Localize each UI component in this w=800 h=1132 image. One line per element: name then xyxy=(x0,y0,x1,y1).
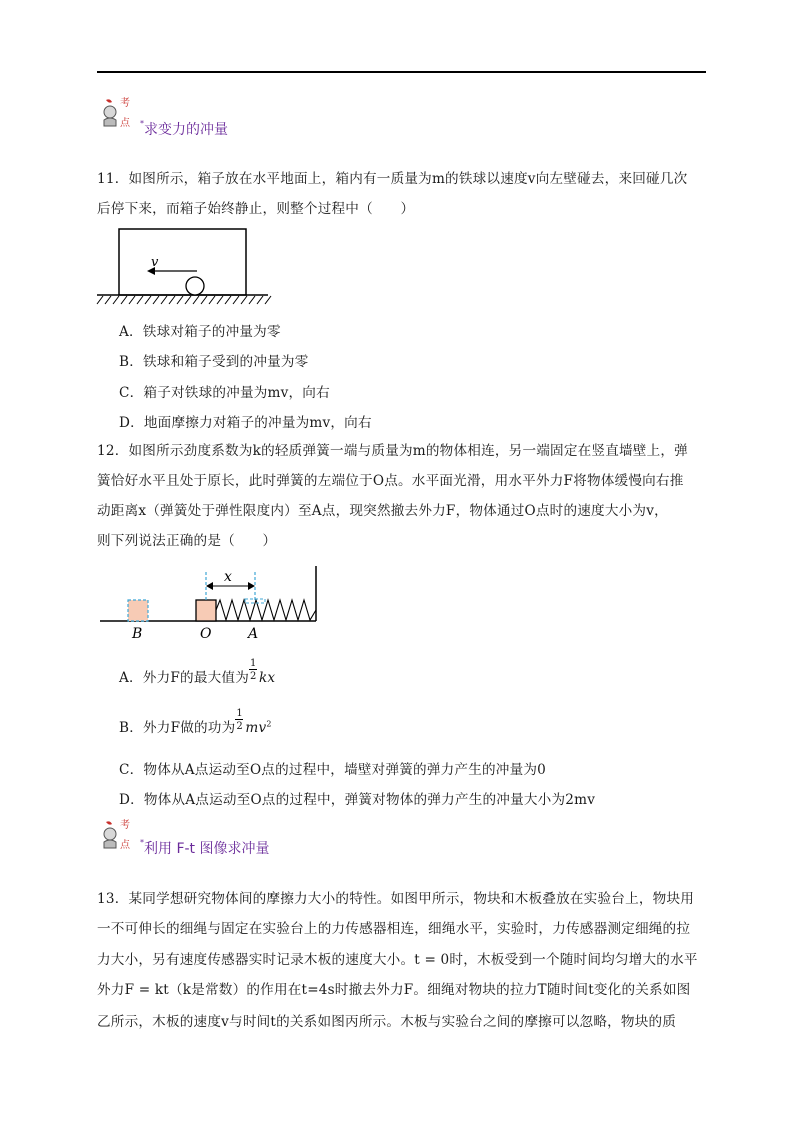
section-title: *求变力的冲量 xyxy=(140,119,228,138)
badge-bottom-char: 点 xyxy=(120,118,130,129)
q12-line4: 则下列说法正确的是（ ） xyxy=(97,533,277,549)
q12-option-a: A．外力F的最大值为 $\frac{1}{2}$ kx xyxy=(119,658,276,686)
q11-option-b: B．铁球和箱子受到的冲量为零 xyxy=(119,354,309,370)
label-b: B xyxy=(132,626,143,642)
exam-point-badge-icon xyxy=(98,818,134,858)
q11-line1: 11．如图所示，箱子放在水平地面上，箱内有一质量为m的铁球以速度v向左壁碰去，来回碰几次 xyxy=(97,171,688,187)
q12-line2: 簧恰好水平且处于原长，此时弹簧的左端位于O点。水平面光滑，用水平外力F将物体缓慢向右推 xyxy=(97,473,684,489)
q12-option-b: B．外力F做的功为 $\frac{1}{2}$ $mv^2$ xyxy=(119,708,272,736)
section-title: *利用 F-t 图像求冲量 xyxy=(140,838,270,857)
q12-option-c: C．物体从A点运动至O点的过程中，墙壁对弹簧的弹力产生的冲量为0 xyxy=(119,762,547,778)
exam-point-badge-icon xyxy=(98,96,134,136)
velocity-label: v xyxy=(151,255,159,270)
label-o: O xyxy=(200,626,212,642)
label-x: x xyxy=(224,569,232,585)
block-at-o xyxy=(196,600,216,621)
fraction-half: $\frac{1}{2}$ xyxy=(250,658,257,682)
label-a: A xyxy=(248,626,259,642)
q11-line2: 后停下来，而箱子始终静止，则整个过程中（ ） xyxy=(97,201,415,217)
fraction-half: $\frac{1}{2}$ xyxy=(236,708,243,732)
q13-line1: 13．某同学想研究物体间的摩擦力大小的特性。如图甲所示，物块和木板叠放在实验台上，物块用 xyxy=(97,891,695,907)
q11-option-c: C．箱子对铁球的冲量为mv，向右 xyxy=(119,385,330,401)
q11-option-a: A．铁球对箱子的冲量为零 xyxy=(119,324,281,340)
q13-line5: 乙所示，木板的速度v与时间t的关系如图丙所示。木板与实验台之间的摩擦可以忽略，物块的质 xyxy=(97,1014,677,1030)
box-ball-figure xyxy=(95,226,275,310)
badge-top-char: 考 xyxy=(120,820,130,831)
q11-option-d: D．地面摩擦力对箱子的冲量为mv，向右 xyxy=(119,415,372,431)
q13-line2: 一不可伸长的细绳与固定在实验台上的力传感器相连，细绳水平，实验时，力传感器测定细绳的拉 xyxy=(97,921,691,937)
block-b-ghost xyxy=(128,600,148,621)
header-rule xyxy=(97,71,706,73)
badge-top-char: 考 xyxy=(120,98,130,109)
spring-block-figure xyxy=(97,562,322,644)
spring xyxy=(216,600,316,620)
q13-line4: 外力F = kt（k是常数）的作用在t=4s时撤去外力F。细绳对物块的拉力T随时间t变化的关系如图 xyxy=(97,982,691,998)
badge-bottom-char: 点 xyxy=(120,840,130,851)
q13-line3: 力大小，另有速度传感器实时记录木板的速度大小。t = 0时，木板受到一个随时间均匀增大的水平 xyxy=(97,952,698,968)
q12-line1: 12．如图所示劲度系数为k的轻质弹簧一端与质量为m的物体相连，另一端固定在竖直墙壁上，弹 xyxy=(97,443,688,459)
q12-line3: 动距离x（弹簧处于弹性限度内）至A点，现突然撤去外力F，物体通过O点时的速度大小为v， xyxy=(97,503,668,519)
q12-option-d: D．物体从A点运动至O点的过程中，弹簧对物体的弹力产生的冲量大小为2mv xyxy=(119,792,596,808)
